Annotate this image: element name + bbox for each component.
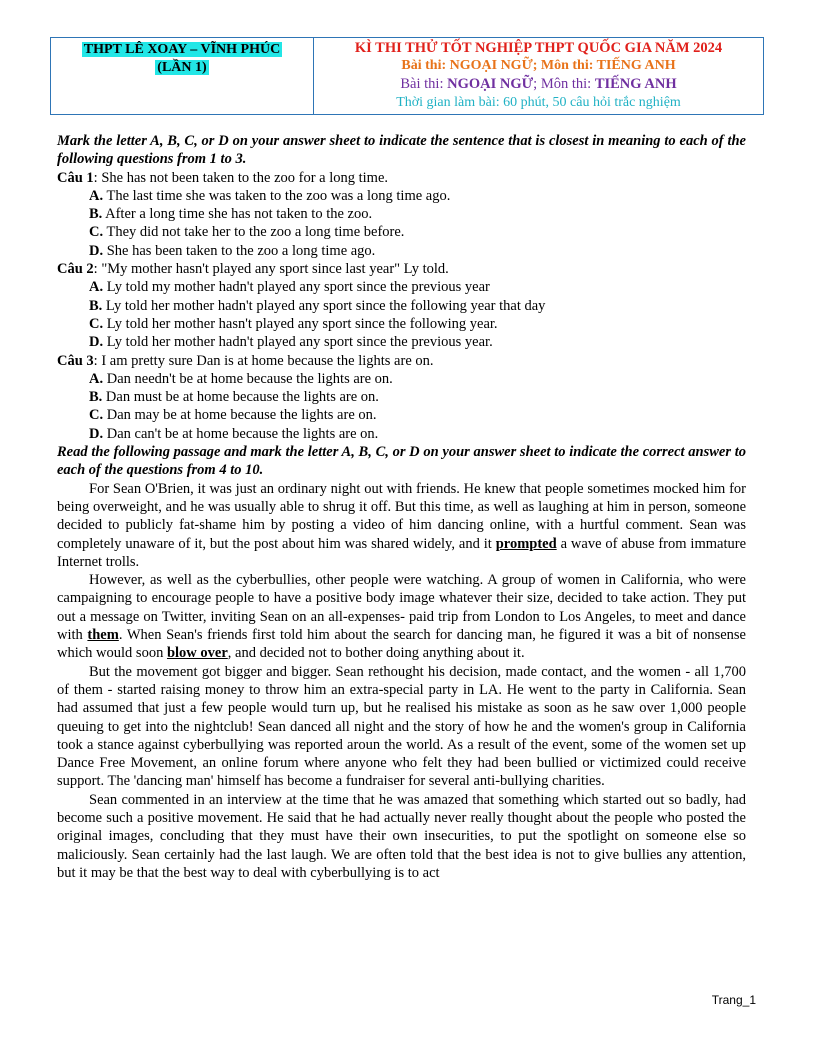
question-2 <box>57 260 746 351</box>
underlined-word-them: them <box>87 627 119 644</box>
exam-title: KÌ THI THỬ TỐT NGHIỆP THPT QUỐC GIA NĂM 2024 <box>354 40 723 56</box>
exam-header <box>50 37 764 115</box>
option-a[interactable]: A. Ly told my mother hadn't played any sport since the previous year <box>89 279 490 296</box>
question-label: Câu 1 <box>57 169 94 186</box>
subject-line-2: Bài thi: NGOẠI NGỮ; Môn thi: TIẾNG ANH <box>400 76 677 92</box>
question-text: : "My mother hasn't played any sport since last year" Ly told. <box>93 261 449 278</box>
option-b[interactable]: B. Dan must be at home because the lights are on. <box>89 389 379 406</box>
subject-line: Bài thi: NGOẠI NGỮ; Môn thi: TIẾNG ANH <box>401 58 676 73</box>
option-a[interactable]: A. The last time she was taken to the zoo was a long time ago. <box>89 187 451 204</box>
option-d[interactable]: D. Ly told her mother hadn't played any sport since the previous year. <box>89 334 493 351</box>
option-b[interactable]: B. After a long time she has not taken to the zoo. <box>89 206 373 223</box>
option-c[interactable]: C. Ly told her mother hasn't played any sport since the following year. <box>89 315 498 332</box>
underlined-phrase-blow-over: blow over <box>166 645 228 662</box>
instruction-1: Mark the letter A, B, C, or D on your answer sheet to indicate the sentence that is closest in meaning to each of the following questions from 1 to 3. <box>57 133 746 168</box>
question-1 <box>57 169 746 260</box>
option-b[interactable]: B. Ly told her mother hadn't played any sport since the following year that day <box>89 297 546 314</box>
question-text: : I am pretty sure Dan is at home because the lights are on. <box>93 352 434 369</box>
school-name: THPT LÊ XOAY – VĨNH PHÚC <box>83 42 281 57</box>
option-c[interactable]: C. Dan may be at home because the lights are on. <box>89 407 377 424</box>
passage-paragraph-4: Sean commented in an interview at the time that he was amazed that something which started out so badly, had become such a positive movement. He said that he had actually never really thought about the people who posted the original images, concluding that they must have their own insecurities, to put the spotlight on someone else so maliciously. Sean certainly had the last laugh. We are often told that the best idea is not to give bullies any attention, but it may be that the best way to deal with cyberbullying is to act <box>57 791 746 881</box>
underlined-word-prompted: prompted <box>495 535 557 552</box>
question-text: : She has not been taken to the zoo for a long time. <box>93 169 389 186</box>
time-line: Thời gian làm bài: 60 phút, 50 câu hỏi trắc nghiệm <box>396 95 681 110</box>
page-number: Trang_1 <box>711 993 756 1007</box>
instruction-2: Read the following passage and mark the letter A, B, C, or D on your answer sheet to indicate the correct answer to each of the questions from 4 to 10. <box>57 444 746 479</box>
passage-paragraph-1: For Sean O'Brien, it was just an ordinary night out with friends. He knew that people sometimes mocked him for being overweight, and he was usually able to shrug it off. But this time, as well as laughing at him in person, someone decided to publicly fat-shame him by posting a video of him dancing online, with a hurtful comment. Sean was completely unaware of it, but the post about him was shared widely, and it prompted a wave of abuse from immature Internet trolls. <box>57 480 747 570</box>
passage-paragraph-2: However, as well as the cyberbullies, other people were watching. A group of women in California, who were campaigning to encourage people to have a positive body image whatever their size, decided to take action. They put out a message on Twitter, inviting Sean on an all-expenses- paid trip from London to Los Angeles, to meet and dance with them. When Sean's friends first told him about the search for dancing man, he figured it was a bit of nonsense which would soon blow over, and decided not to bother doing anything about it. <box>57 572 746 662</box>
exam-round: (LẦN 1) <box>157 60 207 75</box>
option-d[interactable]: D. She has been taken to the zoo a long time ago. <box>89 242 376 259</box>
option-d[interactable]: D. Dan can't be at home because the lights are on. <box>89 425 379 442</box>
exam-content <box>57 132 746 882</box>
exam-info-cell <box>314 38 763 114</box>
question-3 <box>57 352 746 443</box>
school-cell <box>51 38 314 114</box>
option-c[interactable]: C. They did not take her to the zoo a long time before. <box>89 224 405 241</box>
question-label: Câu 3 <box>57 352 94 369</box>
passage-paragraph-3: But the movement got bigger and bigger. Sean rethought his decision, made contact, and the women - all 1,700 of them - started raising money to throw him an extra-special party in LA. He went to the party in California. Sean had assumed that just a few people would turn up, but he realised his mistake as soon as he saw over 1,000 people queuing to get into the nightclub! Sean danced all night and the story of how he and the women's group in California took a stance against cyberbullying was reported aroun the world. As a result of the event, some of the women set up Dance Free Movement, an online forum where anyone who felt they had been bullied or victimized could receive support. The 'dancing man' himself has become a fundraiser for several anti-bullying charities. <box>57 663 746 790</box>
question-label: Câu 2 <box>57 261 94 278</box>
option-a[interactable]: A. Dan needn't be at home because the lights are on. <box>89 370 393 387</box>
